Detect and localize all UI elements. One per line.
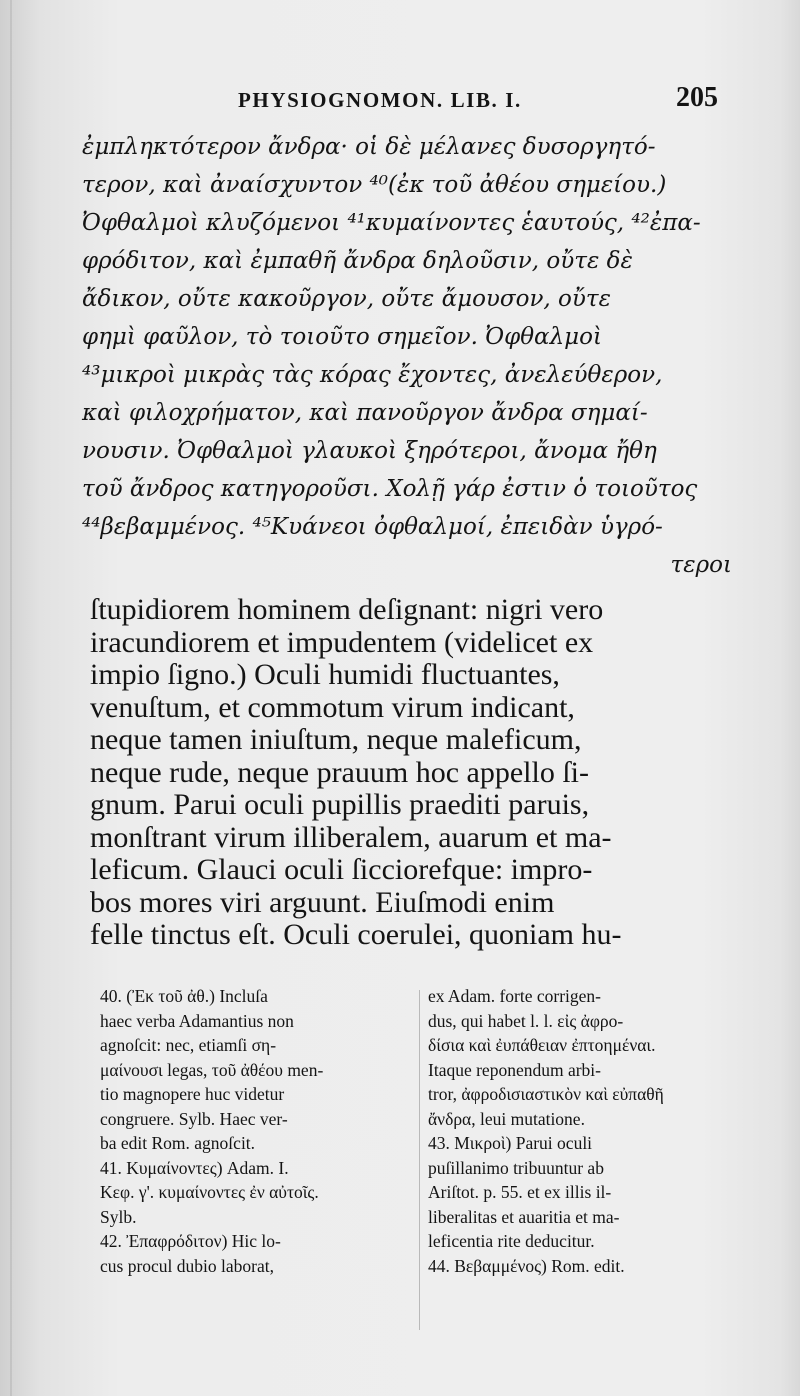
page-number: 205 [676,82,718,113]
latin-line: neque rude, neque prauum hoc appello ſi- [90,755,589,789]
latin-line: leficum. Glauci oculi ſicciorefque: impro- [90,853,593,886]
catchword: τεροι [670,552,732,578]
greek-line: φημὶ φαῦλον, τὸ τοιοῦτο σημεῖον. Ὀφθαλμοὶ [82,324,602,350]
footnote-line: Sylb. [100,1206,137,1227]
footnote-line: μαίνουσι legas, τοῦ ἀθέου men- [100,1059,324,1080]
greek-line: ἐμπληκτότερον ἄνδρα· οἱ δὲ μέλανες δυσοργητό- [82,134,656,160]
footnote-line: 40. (Ἐκ τοῦ ἀθ.) Incluſa [100,986,268,1006]
greek-line: τοῦ ἄνδρος κατηγοροῦσι. Χολῇ γάρ ἐστιν ὁ τοιοῦτος [82,476,698,502]
latin-line: impio ſigno.) Oculi humidi fluctuantes, [90,658,560,691]
footnote-line: 42. Ἐπαφρόδιτον) Hic lo- [100,1231,281,1251]
footnotes-right-column [428,984,740,1278]
footnote-line: δίσια καὶ ἐυπάθειαν ἐπτοημέναι. [428,1035,656,1055]
footnote-line: leficentia rite deducitur. [428,1231,595,1251]
greek-line: καὶ φιλοχρήματον, καὶ πανοῦργον ἄνδρα σημαί- [82,400,648,426]
footnote-line: Κεφ. γ'. κυμαίνοντες ἐν αὐτοῖς. [100,1182,319,1202]
running-head: PHYSIOGNOMON. LIB. I. [238,88,522,112]
latin-line: felle tinctus eſt. Oculi coerulei, quoniam hu- [90,918,622,951]
latin-line: monſtrant virum illiberalem, auarum et ma- [90,820,612,854]
footnote-line: tror, ἀφροδισιαστικὸν καὶ εὐπαθῆ [428,1084,664,1104]
latin-line: ſtupidiorem hominem deſignant: nigri vero [90,593,604,626]
latin-line: iracundiorem et impudentem (videlicet ex [90,625,594,659]
latin-line: venuſtum, et commotum virum indicant, [90,690,575,724]
footnotes-left-column [100,984,412,1278]
footnote-line: 41. Κυμαίνοντες) Adam. I. [100,1157,289,1178]
footnote-line: 44. Βεβαμμένος) Rom. edit. [428,1255,625,1276]
latin-text-block [90,594,740,952]
latin-line: gnum. Parui oculi pupillis praediti paruis, [90,788,590,821]
footnote-line: ex Adam. forte corrigen- [428,986,601,1006]
footnote-line: dus, qui habet l. l. εἰς ἀφρο- [428,1010,624,1031]
footnote-line: 43. Μικροὶ) Parui oculi [428,1133,593,1153]
footnote-line: liberalitas et auaritia et ma- [428,1206,620,1227]
footnote-line: agnoſcit: nec, etiamſi ση- [100,1035,277,1055]
footnote-line: tio magnopere huc videtur [100,1084,285,1104]
footnote-line: congruere. Sylb. Haec ver- [100,1108,288,1129]
page-header [0,82,800,122]
greek-text-block [82,128,742,584]
greek-line: Ὀφθαλμοὶ κλυζόμενοι ⁴¹κυμαίνοντες ἑαυτούς, ⁴²ἐπα- [82,210,701,236]
footnote-line: cus procul dubio laborat, [100,1255,274,1276]
greek-line: ⁴⁴βεβαμμένος. ⁴⁵Κυάνεοι ὀφθαλμοί, ἐπειδὰν ὑγρό- [82,514,663,540]
footnote-line: ba edit Rom. agnoſcit. [100,1133,256,1153]
footnote-line: haec verba Adamantius non [100,1010,294,1031]
greek-line: νουσιν. Ὀφθαλμοὶ γλαυκοὶ ξηρότεροι, ἄνομα ἤθη [82,438,657,464]
latin-line: bos mores viri arguunt. Eiuſmodi enim [90,885,555,919]
greek-line: τερον, καὶ ἀναίσχυντον ⁴⁰(ἐκ τοῦ ἀθέου σημείου.) [82,172,667,198]
footnote-line: Ariſtot. p. 55. et ex illis il- [428,1182,612,1202]
latin-line: neque tamen iniuſtum, neque maleficum, [90,723,582,756]
footnote-line: puſillanimo tribuuntur ab [428,1157,604,1178]
greek-line: ⁴³μικροὶ μικρὰς τὰς κόρας ἔχοντες, ἀνελεύθερον, [82,362,663,388]
footnote-line: ἄνδρα, leui mutatione. [428,1108,585,1129]
footnotes [0,984,800,1344]
greek-line: φρόδιτον, καὶ ἐμπαθῆ ἄνδρα δηλοῦσιν, οὔτε δὲ [82,248,633,274]
footnote-line: Itaque reponendum arbi- [428,1059,601,1080]
greek-line: ἄδικον, οὔτε κακοῦργον, οὔτε ἄμουσον, οὔτε [82,286,611,312]
